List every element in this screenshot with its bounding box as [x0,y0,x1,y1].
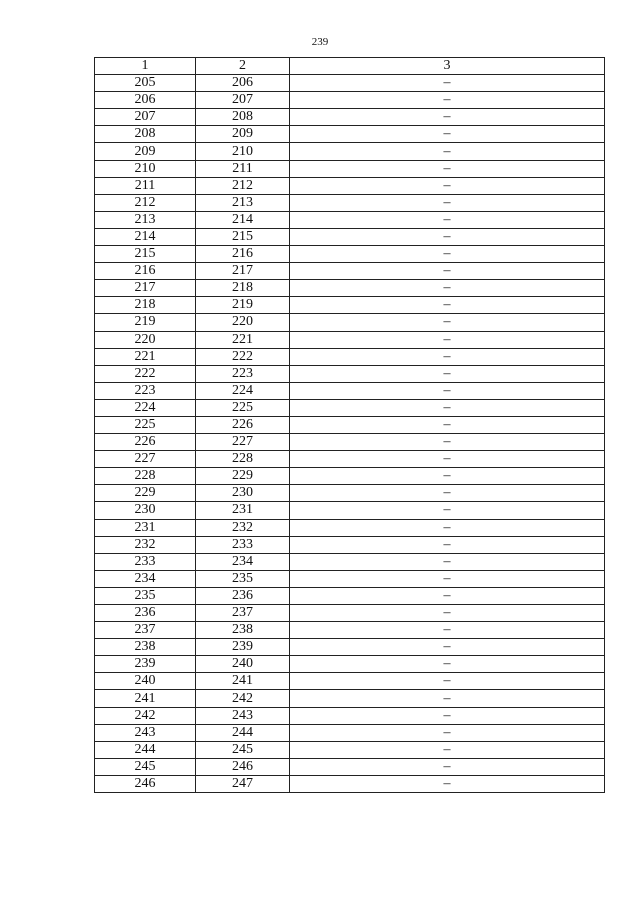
table-cell: 245 [196,741,290,758]
table-cell: – [290,587,605,604]
table-cell: 236 [95,605,196,622]
table-cell: 215 [196,228,290,245]
table-cell: – [290,246,605,263]
data-table [94,57,605,793]
table-cell: – [290,280,605,297]
table-row [95,280,605,297]
table-row [95,553,605,570]
table-cell: 243 [95,724,196,741]
table-row [95,75,605,92]
table-row [95,109,605,126]
table-cell: 207 [95,109,196,126]
table-row [95,656,605,673]
table-cell: 223 [196,365,290,382]
table-cell: – [290,622,605,639]
table-cell: – [290,434,605,451]
table-row [95,724,605,741]
table-row [95,160,605,177]
table-cell: 224 [95,399,196,416]
table-row [95,365,605,382]
table-cell: 238 [196,622,290,639]
table-cell: 212 [196,177,290,194]
table-cell: – [290,690,605,707]
table-cell: 216 [196,246,290,263]
table-cell: – [290,707,605,724]
table-cell: – [290,416,605,433]
table-cell: 220 [95,331,196,348]
table-cell: – [290,741,605,758]
table-cell: 220 [196,314,290,331]
table-cell: – [290,160,605,177]
table-cell: 235 [95,587,196,604]
table-cell: 217 [95,280,196,297]
table-cell: – [290,228,605,245]
table-cell: 210 [95,160,196,177]
table-cell: 228 [196,451,290,468]
table-cell: 241 [95,690,196,707]
column-header: 1 [95,58,196,75]
table-cell: 207 [196,92,290,109]
table-row [95,673,605,690]
table-cell: 243 [196,707,290,724]
table-cell: 222 [196,348,290,365]
table-cell: – [290,519,605,536]
table-cell: 242 [95,707,196,724]
table-cell: 244 [196,724,290,741]
table-cell: 236 [196,587,290,604]
table-cell: 213 [95,211,196,228]
table-cell: 226 [95,434,196,451]
table-cell: 205 [95,75,196,92]
table-cell: 234 [95,570,196,587]
table-cell: 214 [196,211,290,228]
table-cell: 230 [196,485,290,502]
table-cell: – [290,451,605,468]
table-cell: 238 [95,639,196,656]
table-row [95,314,605,331]
table-row [95,519,605,536]
table-cell: 235 [196,570,290,587]
table-cell: 208 [196,109,290,126]
table-cell: 219 [95,314,196,331]
column-header: 3 [290,58,605,75]
table-cell: 210 [196,143,290,160]
table-cell: 215 [95,246,196,263]
table-row [95,605,605,622]
table-cell: – [290,194,605,211]
table-row [95,587,605,604]
table-cell: 239 [196,639,290,656]
table-cell: 247 [196,775,290,792]
table-row [95,246,605,263]
table-cell: – [290,758,605,775]
table-cell: – [290,605,605,622]
table-row [95,758,605,775]
table-row [95,690,605,707]
table-cell: 245 [95,758,196,775]
table-cell: 233 [196,536,290,553]
table-cell: 237 [196,605,290,622]
table-cell: 209 [95,143,196,160]
table-cell: 229 [196,468,290,485]
table-row [95,92,605,109]
table-row [95,399,605,416]
table-cell: – [290,468,605,485]
table-cell: – [290,365,605,382]
table-cell: 216 [95,263,196,280]
table-row [95,126,605,143]
table-cell: 239 [95,656,196,673]
table-cell: – [290,75,605,92]
table-cell: 232 [196,519,290,536]
table-cell: 206 [196,75,290,92]
table-cell: 237 [95,622,196,639]
table-row [95,451,605,468]
table-cell: 208 [95,126,196,143]
table-cell: – [290,485,605,502]
table-row [95,331,605,348]
table-cell: – [290,724,605,741]
table-row [95,741,605,758]
table-cell: 240 [196,656,290,673]
table-cell: 211 [196,160,290,177]
table-body [95,75,605,793]
table-cell: – [290,331,605,348]
table-cell: 218 [95,297,196,314]
table-row [95,502,605,519]
table-row [95,485,605,502]
table-cell: 228 [95,468,196,485]
table-cell: – [290,126,605,143]
table-cell: – [290,775,605,792]
table-cell: 214 [95,228,196,245]
table-row [95,211,605,228]
table-row [95,177,605,194]
table-cell: – [290,382,605,399]
table-cell: 224 [196,382,290,399]
table-cell: 231 [196,502,290,519]
table-row [95,622,605,639]
table-cell: 244 [95,741,196,758]
table-cell: – [290,553,605,570]
table-cell: – [290,211,605,228]
table-cell: 246 [95,775,196,792]
table-row [95,143,605,160]
table-cell: 219 [196,297,290,314]
table-cell: 218 [196,280,290,297]
table-cell: 221 [95,348,196,365]
table-row [95,382,605,399]
table-row [95,468,605,485]
table-cell: 227 [196,434,290,451]
table-cell: – [290,297,605,314]
table-cell: – [290,673,605,690]
table-row [95,416,605,433]
table-row [95,570,605,587]
table-cell: 225 [196,399,290,416]
table-row [95,228,605,245]
table-row [95,639,605,656]
table-cell: 226 [196,416,290,433]
table-header-row [95,58,605,75]
table-cell: 227 [95,451,196,468]
table-cell: 241 [196,673,290,690]
table-cell: – [290,314,605,331]
table-cell: – [290,348,605,365]
table-cell: 230 [95,502,196,519]
table-row [95,348,605,365]
page-number: 239 [311,36,329,48]
table-cell: 223 [95,382,196,399]
table-cell: 222 [95,365,196,382]
table-cell: 212 [95,194,196,211]
table-cell: 206 [95,92,196,109]
table-row [95,775,605,792]
table-cell: 246 [196,758,290,775]
table-cell: 229 [95,485,196,502]
table-cell: – [290,177,605,194]
table-row [95,434,605,451]
table-cell: 231 [95,519,196,536]
table-cell: 211 [95,177,196,194]
table-cell: 232 [95,536,196,553]
table-cell: – [290,502,605,519]
table-cell: 242 [196,690,290,707]
table-cell: – [290,263,605,280]
table-row [95,536,605,553]
table-cell: 240 [95,673,196,690]
table-row [95,194,605,211]
table-cell: – [290,639,605,656]
table-cell: 225 [95,416,196,433]
table-cell: 221 [196,331,290,348]
table-row [95,297,605,314]
table-cell: 233 [95,553,196,570]
table-cell: 209 [196,126,290,143]
table-cell: – [290,143,605,160]
table-cell: 213 [196,194,290,211]
table-cell: 217 [196,263,290,280]
table-row [95,707,605,724]
table-cell: – [290,109,605,126]
table-cell: – [290,570,605,587]
table-cell: – [290,536,605,553]
table-cell: – [290,399,605,416]
table-cell: – [290,92,605,109]
table-row [95,263,605,280]
table-cell: 234 [196,553,290,570]
column-header: 2 [196,58,290,75]
table-cell: – [290,656,605,673]
